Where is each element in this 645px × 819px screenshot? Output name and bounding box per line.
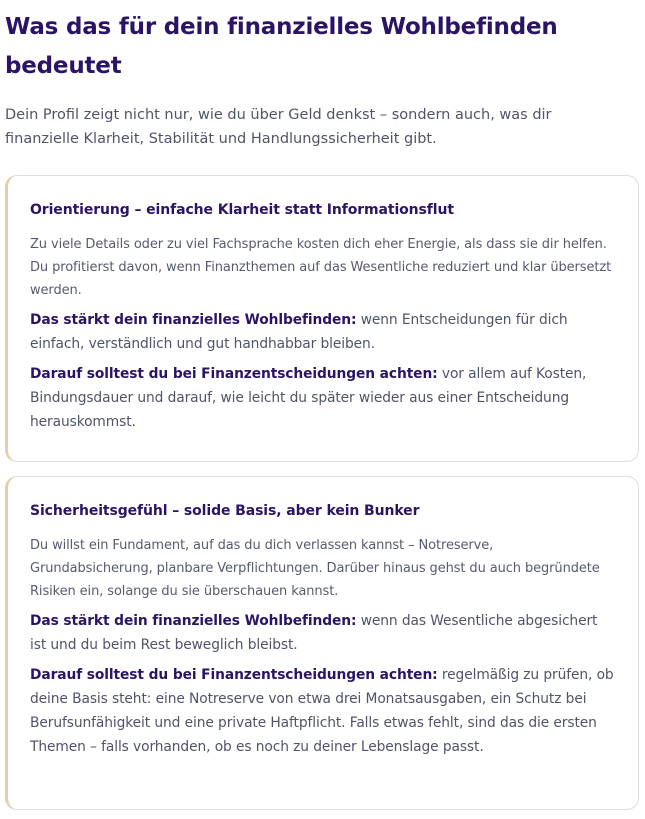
attention-text: regelmäßig zu prüfen, ob deine Basis steht: eine Notreserve von etwa drei Monatsausgaben, ein Schutz bei Berufsunfähigkeit und eine private Haftpflicht. Falls etwas fehlt, sind das die ersten Themen – falls vorhanden, ob es noch zu deiner Lebenslage passt. xyxy=(30,667,614,755)
card-title: Orientierung – einfache Klarheit statt Informationsflut xyxy=(30,202,454,218)
card-attention xyxy=(30,663,616,759)
intro-text: Dein Profil zeigt nicht nur, wie du über Geld denkst – sondern auch, was dir finanzielle Klarheit, Stabilität und Handlungssicherheit gibt. xyxy=(5,107,552,147)
strength-lead: Das stärkt dein finanzielles Wohlbefinden: xyxy=(30,613,357,629)
strength-lead: Das stärkt dein finanzielles Wohlbefinden: xyxy=(30,312,357,328)
strength-text: wenn das Wesentliche abgesichert ist und du beim Rest beweglich bleibst. xyxy=(30,613,598,653)
attention-lead: Darauf solltest du bei Finanzentscheidungen achten: xyxy=(30,667,438,683)
page-title: Was das für dein finanzielles Wohlbefinden bedeutet xyxy=(5,14,558,79)
card-description: Du willst ein Fundament, auf das du dich verlassen kannst – Notreserve, Grundabsicherung, planbare Verpflichtungen. Darüber hinaus gehst du auch begründete Risiken ein, solange du sie überschauen kannst. xyxy=(30,538,600,599)
card-title: Sicherheitsgefühl – solide Basis, aber kein Bunker xyxy=(30,503,420,519)
attention-lead: Darauf solltest du bei Finanzentscheidungen achten: xyxy=(30,366,438,382)
card-description: Zu viele Details oder zu viel Fachsprache kosten dich eher Energie, als dass sie dir helfen. Du profitierst davon, wenn Finanzthemen auf das Wesentliche reduziert und klar übersetzt werden. xyxy=(30,237,612,298)
card-strength xyxy=(30,308,616,356)
card-sicherheitsgefuehl xyxy=(5,476,639,810)
strength-text: wenn Entscheidungen für dich einfach, verständlich und gut handhabbar bleiben. xyxy=(30,312,568,352)
attention-text: vor allem auf Kosten, Bindungsdauer und darauf, wie leicht du später wieder aus einer Entscheidung herauskommst. xyxy=(30,366,587,430)
card-strength xyxy=(30,609,616,657)
card-attention xyxy=(30,362,616,434)
card-orientierung xyxy=(5,175,639,462)
